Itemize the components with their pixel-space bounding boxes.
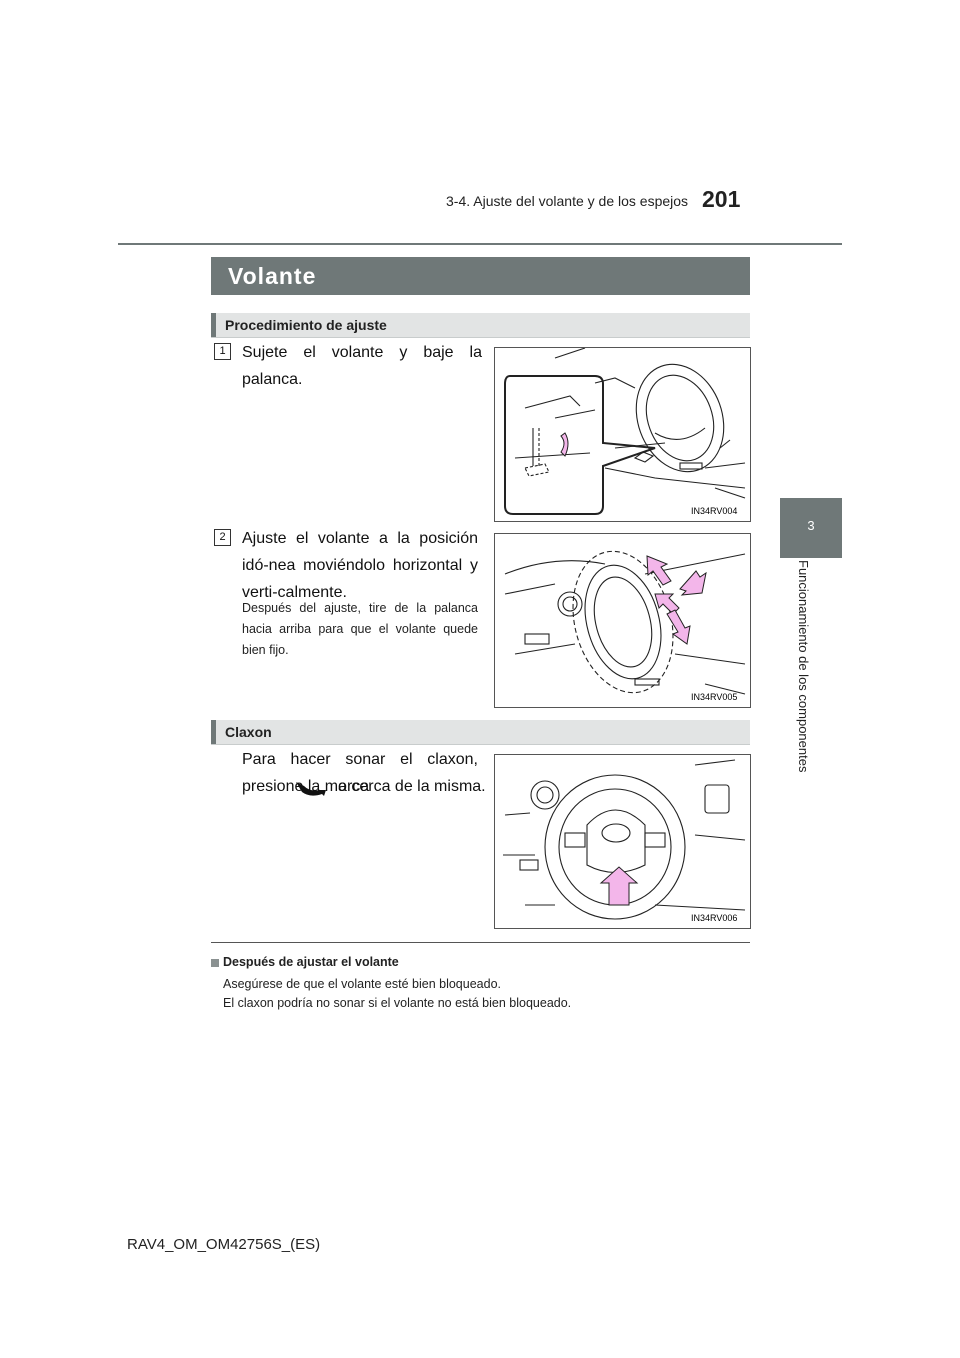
heading-bar xyxy=(211,720,216,744)
step-number-2: 2 xyxy=(214,529,231,546)
chapter-title xyxy=(795,560,815,780)
lever-illustration xyxy=(495,348,750,521)
section-heading-procedure xyxy=(211,313,750,338)
horn-icon xyxy=(290,778,330,802)
section-heading-horn xyxy=(211,720,750,745)
note-title xyxy=(211,955,399,969)
step-number-1: 1 xyxy=(214,343,231,360)
figure-code-3: IN34RV006 xyxy=(691,913,738,923)
horn-text-line1: Para hacer sonar el claxon, presione la marca xyxy=(242,751,478,795)
adjust-illustration xyxy=(495,534,750,707)
square-bullet-icon xyxy=(211,959,219,967)
figure-code-1: IN34RV004 xyxy=(691,506,738,516)
section-heading-text: Procedimiento de ajuste xyxy=(225,317,387,333)
note-rule xyxy=(211,942,750,943)
page-title-band xyxy=(211,257,750,295)
step-1-text: Sujete el volante y baje la palanca. xyxy=(242,344,482,388)
section-header: 3-4. Ajuste del volante y de los espejos xyxy=(446,193,689,209)
footer-code: RAV4_OM_OM42756S_(ES) xyxy=(127,1236,321,1253)
horn-text-line2: o cerca de la misma. xyxy=(338,778,486,795)
horn-icon-svg xyxy=(290,778,330,802)
section-heading-text: Claxon xyxy=(225,724,272,740)
figure-code-2: IN34RV005 xyxy=(691,692,738,702)
note-body xyxy=(223,975,571,1013)
horn-illustration xyxy=(495,755,750,928)
header-rule xyxy=(118,243,842,245)
heading-bar xyxy=(211,313,216,337)
note-title-text: Después de ajustar el volante xyxy=(223,955,399,969)
figure-horn xyxy=(494,754,751,929)
page-title: Volante xyxy=(228,263,317,289)
step-2-subtext: Después del ajuste, tire de la palanca hacia arriba para que el volante quede bien fijo. xyxy=(242,601,478,657)
page-number: 201 xyxy=(702,186,741,212)
note-line: El claxon podría no sonar si el volante no está bien bloqueado. xyxy=(223,996,572,1010)
chapter-title-text: Funcionamiento de los componentes xyxy=(796,560,811,773)
step-2-text: Ajuste el volante a la posición idó-nea moviéndolo horizontal y verti-calmente. xyxy=(242,530,478,601)
note-line: Asegúrese de que el volante esté bien bloqueado. xyxy=(223,977,501,991)
figure-adjust xyxy=(494,533,751,708)
figure-lever xyxy=(494,347,751,522)
chapter-number: 3 xyxy=(807,518,815,533)
